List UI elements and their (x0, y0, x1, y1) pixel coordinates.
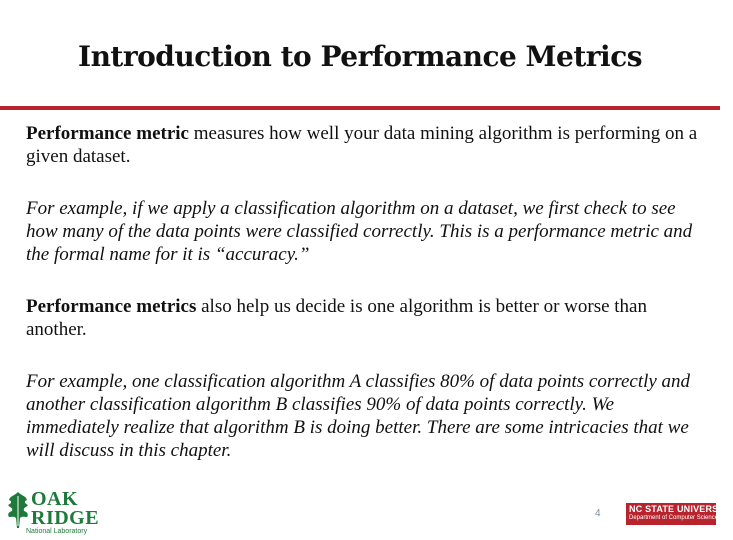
title-divider (0, 106, 720, 110)
nc-state-logo (626, 503, 733, 525)
paragraph-definition-text: measures how well your data mining algorithm is performing on a given dataset. (26, 123, 698, 167)
oak-ridge-line1: OAK (31, 488, 79, 510)
slide-body (26, 122, 706, 491)
paragraph-definition (26, 122, 706, 168)
oak-leaf-icon (4, 490, 32, 530)
oak-ridge-logo (4, 488, 104, 538)
paragraph-accuracy-example: For example, if we apply a classification algorithm on a dataset, we first check to see how many of the data points were classified correctly. This is a performance metric and the formal name for it is “accuracy.” (26, 198, 693, 265)
page-number: 4 (595, 508, 601, 519)
oak-ridge-line2: RIDGE (31, 507, 100, 529)
term-performance-metrics: Performance metrics (26, 296, 197, 317)
paragraph-comparison-text: also help us decide is one algorithm is better or worse than another. (26, 296, 647, 340)
nc-state-line1: NC STATE UNIVERSITY (629, 504, 733, 514)
oak-ridge-line3: National Laboratory (26, 528, 88, 535)
paragraph-algorithm-example: For example, one classification algorithm A classifies 80% of data points correctly and another classification algorithm B classifies 90% of data points correctly. We immediately realize that algorithm B is doing better. There are some intricacies that we will discuss in this chapter. (26, 371, 691, 461)
paragraph-comparison (26, 295, 706, 341)
nc-state-line2: Department of Computer Science (629, 515, 719, 521)
term-performance-metric: Performance metric (26, 123, 189, 144)
slide-title: Introduction to Performance Metrics (77, 40, 643, 73)
